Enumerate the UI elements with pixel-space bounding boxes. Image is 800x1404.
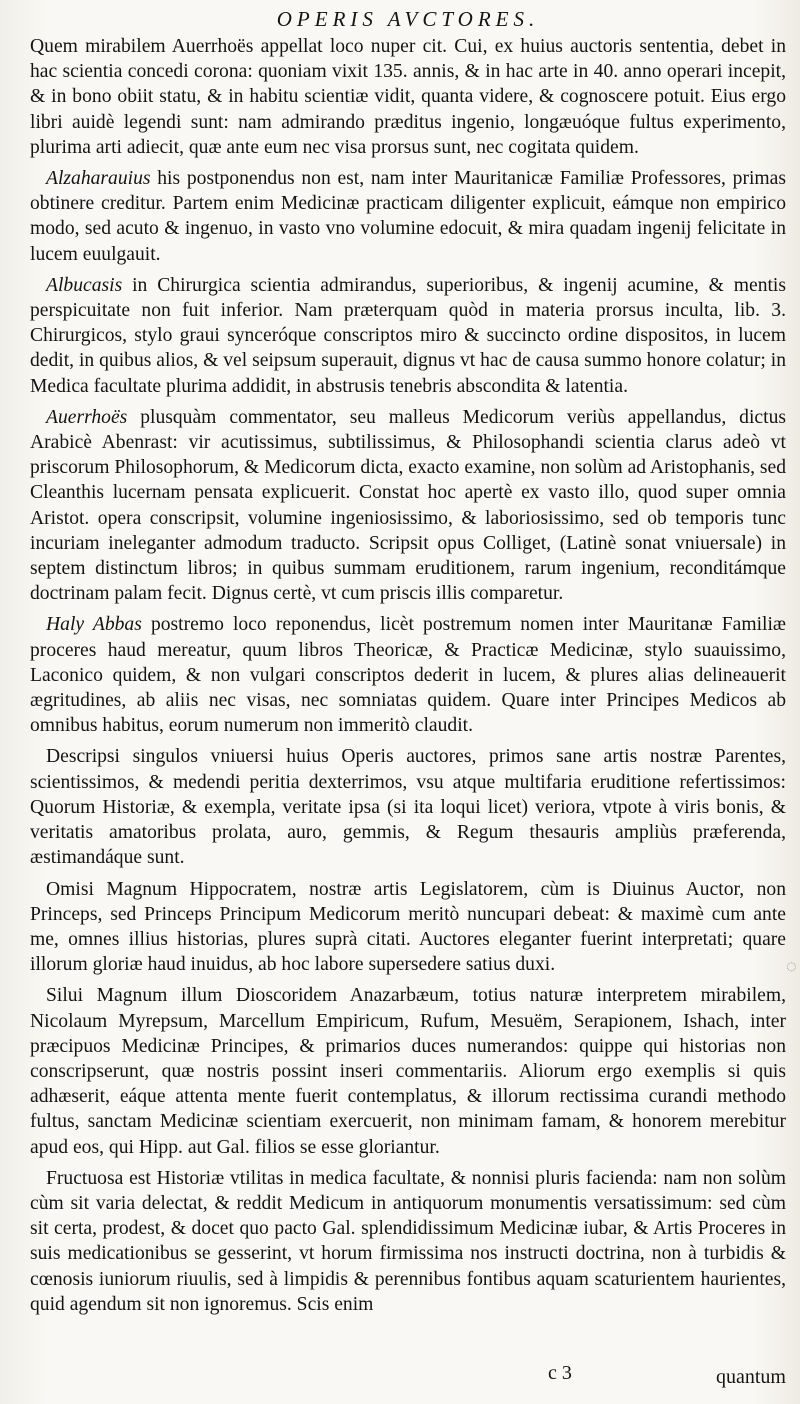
signature-mark: c 3 — [548, 1362, 572, 1384]
paragraph-text: plusquàm commentator, seu malleus Medicorum veriùs appellandus, dictus Arabicè Abenrast: vir acutissimus, subtilissimus, & Philosophandi scientia clarus adeò vt priscorum Philosophorum, & Medicorum dicta, exacto examine, non solùm ad Aristophanis, sed Cleanthis lucernam pensata explicuerit. Constat hoc apertè ex vasto illo, quod super omnia Aristot. opera conscripsit, volumine ingeniosissimo, & laboriosissimo, sed ob temporis tunc incuriam ineleganter admodum traducto. Scripsit opus Colliget, (Latinè sonat vniuersale) in septem distinctum libros; in quibus summam eruditionem, rarum ingenium, reconditámque doctrinam palam fecit. Dignus certè, vt cum priscis illis comparetur. — [30, 406, 786, 605]
paragraph-albucasis — [30, 273, 786, 399]
paragraph-text: Descripsi singulos vniuersi huius Operis auctores, primos sane artis nostræ Parentes, scientissimos, & medendi peritia dexterrimos, vsu atque multifaria eruditione refertissimos: Quorum Historiæ, & exempla, veritate ipsa (si ita loqui licet) veriora, vtpote à viris bonis, & veritatis amatoribus prolata, auro, gemmis, & Regum thesauris ampliùs præferenda, æstimandáque sunt. — [30, 746, 786, 869]
author-name: Haly Abbas — [46, 614, 142, 636]
paragraph-text: Fructuosa est Historiæ vtilitas in medica facultate, & nonnisi pluris facienda: nam non solùm cùm sit varia delectat, & reddit Medicum in antiquorum monumentis versatissimum: sed cùm sit certa, prodest, & docet quo pacto Gal. splendidissimum Medicinæ iubar, & Artis Proceres in suis medicationibus se gesserint, vt horum firmissima nos instructi doctrina, non à turbidis & cœnosis iuniorum riuulis, sed à limpidis & perennibus fontibus aquam scaturientem haurientes, quid agendum sit non ignoremus. Scis enim — [30, 1167, 786, 1315]
author-name: Albucasis — [46, 274, 123, 296]
paragraph-auerrhoes — [30, 405, 786, 607]
running-head: OPERIS AVCTORES. — [276, 7, 540, 31]
catchword: quantum — [716, 1366, 786, 1388]
paragraph-alzaharauius — [30, 166, 786, 267]
paragraph-text: postremo loco reponendus, licèt postremum nomen inter Mauritanæ Familiæ proceres haud mereatur, quum libros Theoricæ, & Practicæ Medicinæ, stylo suauissimo, Laconico quidem, & non vulgari conscriptos dederit in lucem, & plures alias delineauerit ægritudines, ab aliis nec visas, nec somniatas quidem. Quare inter Principes Medicos ab omnibus habitus, eorum numerum non immeritò claudit. — [30, 614, 786, 737]
paragraph-silui — [30, 983, 786, 1159]
paragraph-text: his postponendus non est, nam inter Mauritanicæ Familiæ Professores, primas obtinere creditur. Partem enim Medicinæ practicam diligenter explicuit, eámque non empirico modo, sed acuto & ingenuo, in vasto vno volumine edocuit, & mira quadam ingenij felicitate in lucem euulgauit. — [30, 168, 786, 265]
author-name: Auerrhoës — [46, 406, 128, 428]
paragraph-text: Quem mirabilem Auerrhoës appellat loco nuper cit. Cui, ex huius auctoris sententia, debet in hac scientia concedi corona: quoniam vixit 135. annis, & in hac arte in 40. anno operari incepit, & in bono obiit statu, & in habitu scientiæ vidit, quanta videre, & cognoscere potuit. Eius ergo libri auidè legendi sunt: nam admirando præditus ingenio, longæuóque fultus experimento, plurima arti adiecit, quæ ante eum nec visa prorsus sunt, nec cogitata quidem. — [30, 36, 786, 158]
paragraph-text: Omisi Magnum Hippocratem, nostræ artis Legislatorem, cùm is Diuinus Auctor, non Princeps, sed Princeps Principum Medicorum meritò nuncupari debeat: & maximè cum ante me, omnes illius historias, plures suprà citati. Auctores eleganter fuerint interpretati; quare illorum gloriæ haud inuidus, ab hoc labore supersedere satius duxi. — [30, 878, 786, 976]
paragraph-fructuosa — [30, 1166, 786, 1317]
author-name: Alzaharauius — [46, 168, 151, 190]
paragraph-haly-abbas — [30, 612, 786, 738]
margin-mark-decoration: ◌ — [786, 956, 797, 976]
paragraph-text: Silui Magnum illum Dioscoridem Anazarbæum, totius naturæ interpretem mirabilem, Nicolaum Myrepsum, Marcellum Empiricum, Rufum, Mesuëm, Serapionem, Ishach, inter præcipuos Medicinæ Principes, & primarios duces numerandos: quippe qui historias non conscripserunt, quæ nostris possint inseri commentariis. Aliorum ergo exemplis si quis adhæserit, eáque attenta mente fuerit contemplatus, & illorum rectissima curandi methodo fultus, sanctam Medicinæ scientiam exercuerit, non minimam famam, & honorem merebitur apud eos, qui Hipp. aut Gal. filios se esse gloriantur. — [30, 985, 786, 1158]
paragraph-1 — [30, 34, 786, 160]
paragraph-text: in Chirurgica scientia admirandus, superioribus, & ingenij acumine, & mentis perspicuitate non fuit inferior. Nam præterquam quòd in materia prorsus inculta, lib. 3. Chirurgicos, stylo graui synceróque conscriptos miro & succincto ordine dispositos, in lucem dedit, in quibus alios, & vel seipsum superauit, dignus vt hac de causa summo honore colatur; in Medica facultate plurima addidit, in abstrusis tenebris abscondita & latentia. — [30, 274, 786, 397]
paragraph-descripsi — [30, 744, 786, 870]
page-footer — [0, 1362, 800, 1392]
paragraph-omisi — [30, 877, 786, 978]
